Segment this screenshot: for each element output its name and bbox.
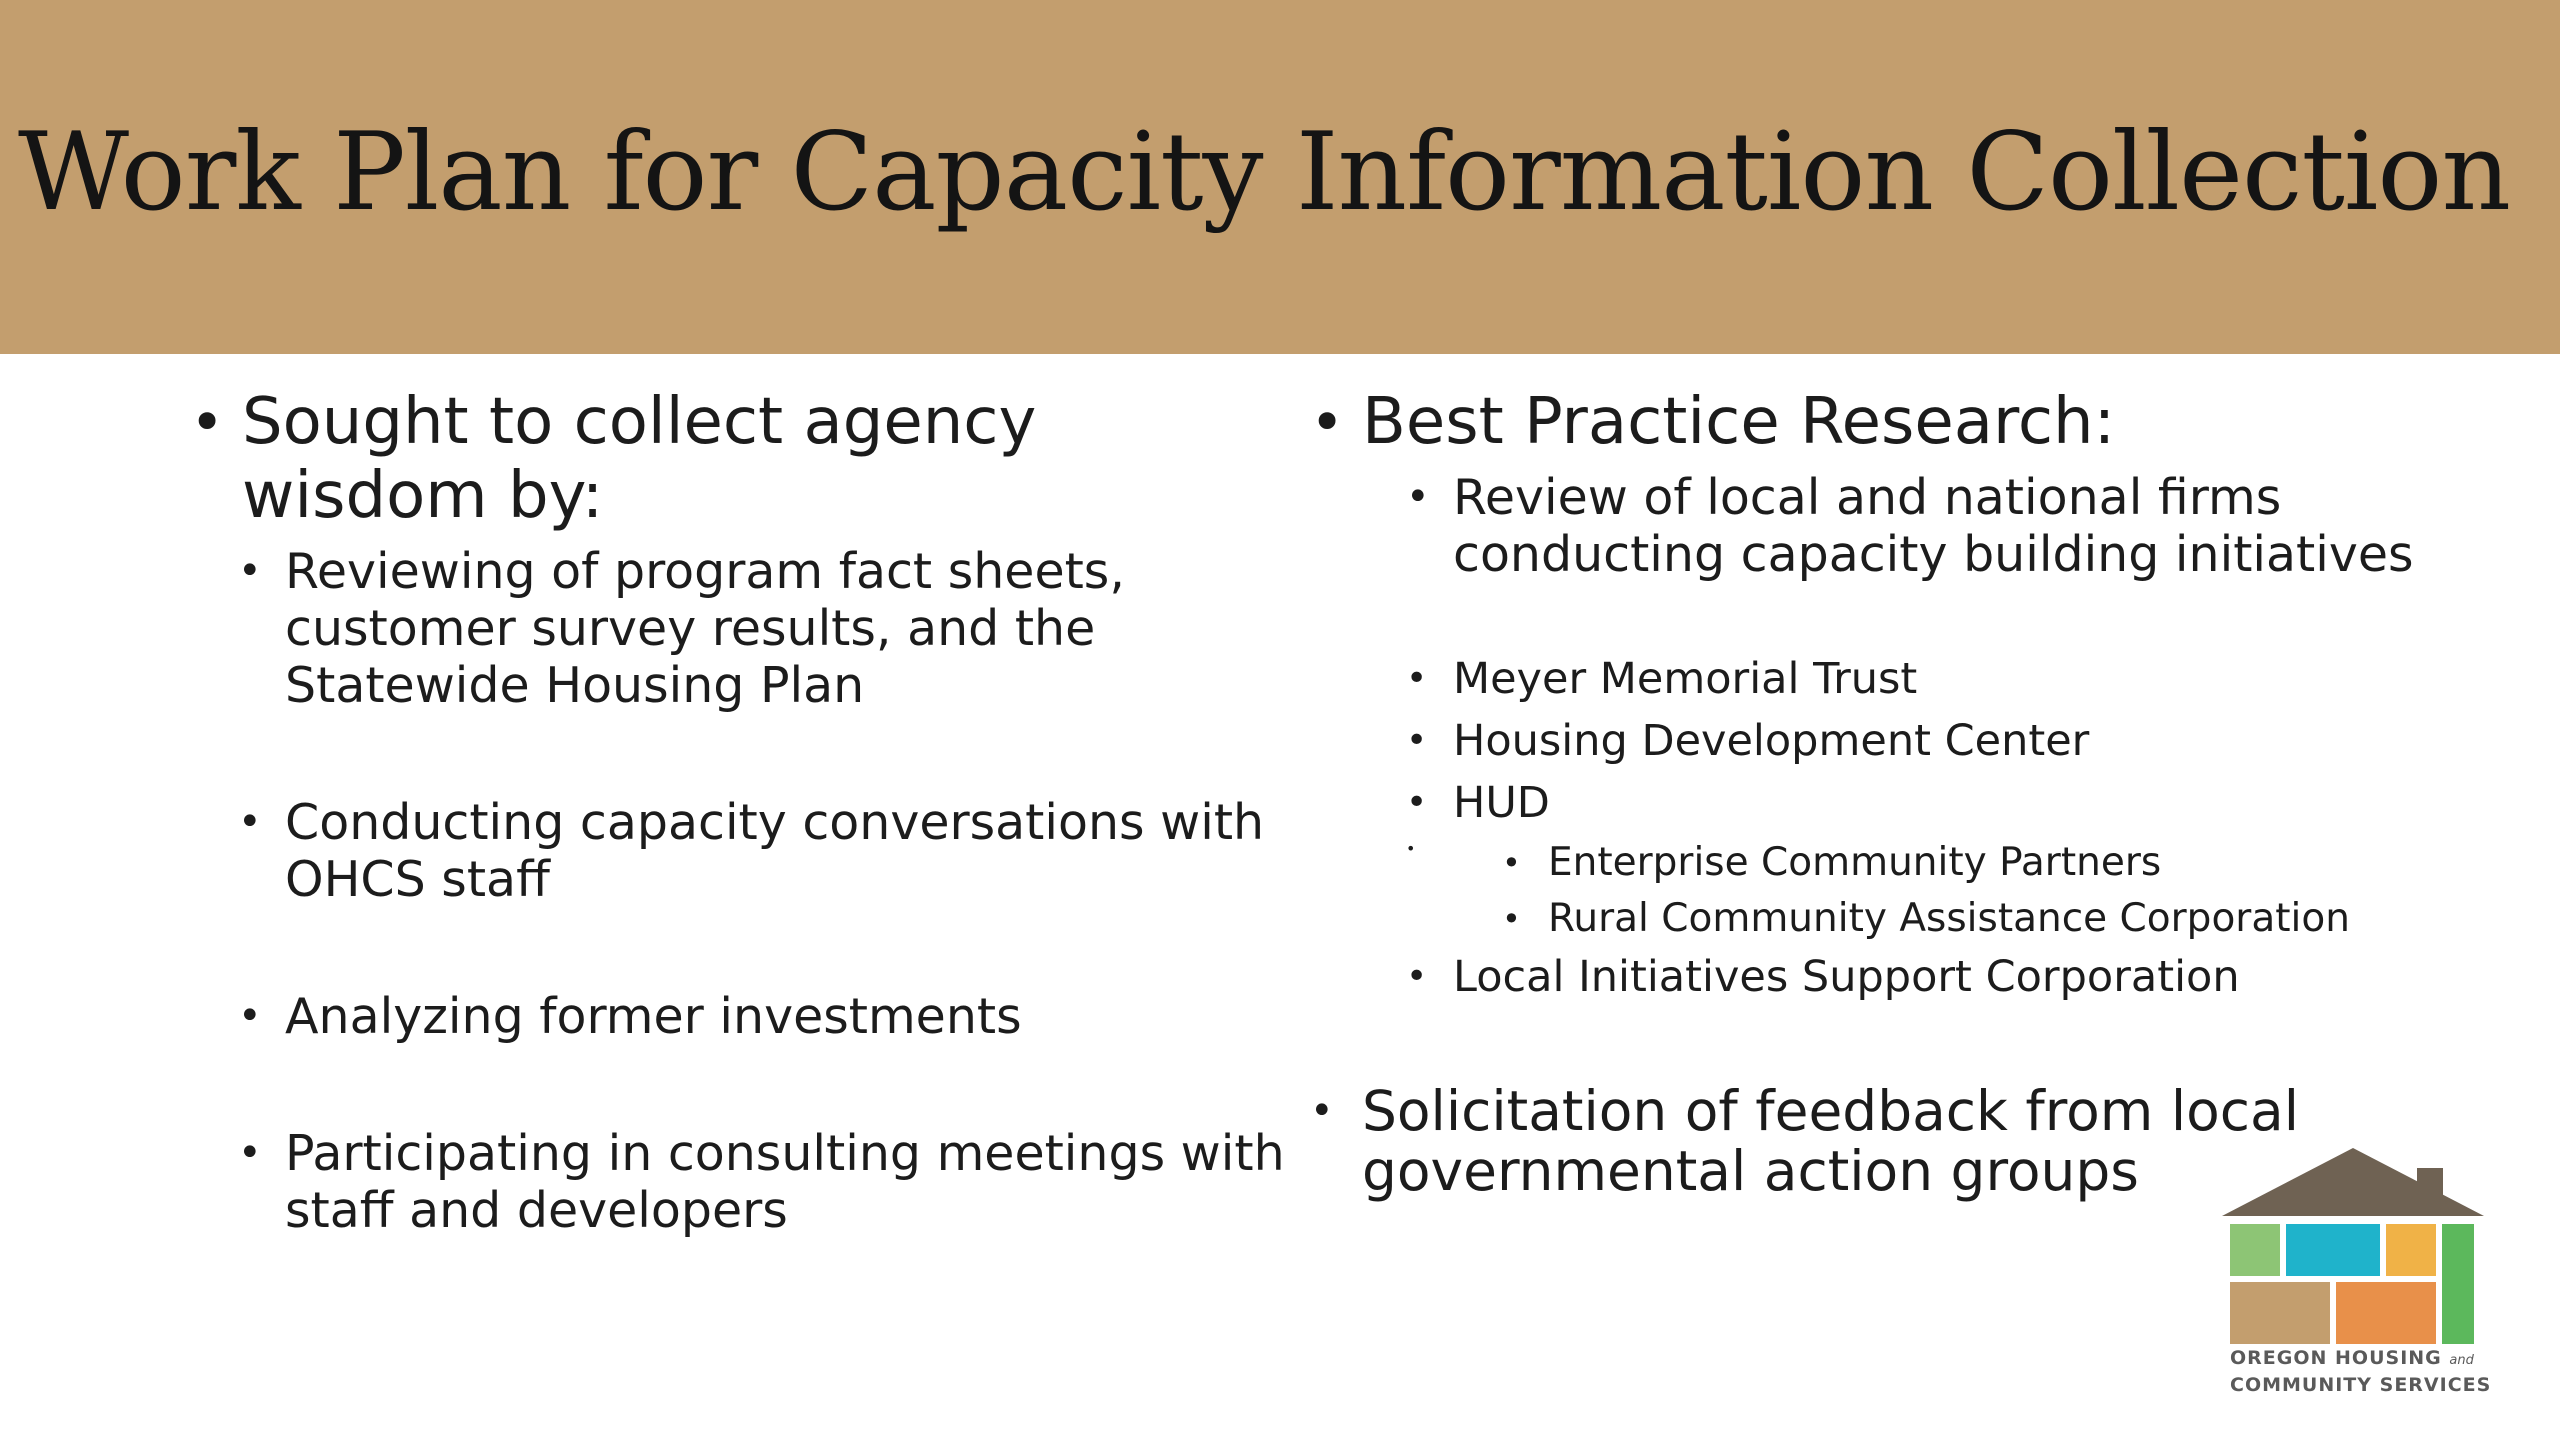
firm-item: • Meyer Memorial Trust — [1406, 653, 2530, 705]
logo-block — [2286, 1224, 2380, 1276]
logo-block — [2336, 1282, 2436, 1344]
logo-line-1: OREGON HOUSING and — [2230, 1347, 2474, 1369]
partner-item: • • Enterprise Community Partners — [1502, 839, 2530, 887]
left-column — [190, 385, 1290, 1239]
left-heading: • Sought to collect agency wisdom by: — [190, 385, 1290, 533]
firm-item: • Local Initiatives Support Corporation — [1406, 951, 2530, 1003]
firm-item: • Housing Development Center — [1406, 715, 2530, 767]
slide-title: Work Plan for Capacity Information Collection — [18, 110, 2510, 235]
logo-block — [2442, 1224, 2474, 1344]
title-band — [0, 0, 2560, 354]
logo-block — [2386, 1224, 2436, 1276]
roof-icon — [2222, 1148, 2484, 1216]
list-item: • Analyzing former investments — [238, 988, 1290, 1045]
hud-partners-wrapper — [1406, 839, 2530, 943]
right-column — [1310, 385, 2530, 1201]
second-heading: • Solicitation of feedback from local governmental action groups — [1310, 1081, 2530, 1201]
list-item: • Review of local and national firms conducting capacity building initiatives — [1406, 469, 2530, 583]
list-item: • Participating in consulting meetings with staff and developers — [238, 1125, 1290, 1239]
firm-item: • HUD — [1406, 777, 2530, 829]
list-item: • Conducting capacity conversations with OHCS staff — [238, 794, 1290, 908]
chimney-icon — [2417, 1168, 2443, 1204]
hud-partners-list — [1502, 839, 2530, 943]
firms-list — [1406, 653, 2530, 1003]
logo-block — [2230, 1282, 2330, 1344]
right-heading: • Best Practice Research: — [1310, 385, 2530, 459]
right-sub-list — [1406, 469, 2530, 583]
logo-block — [2230, 1224, 2280, 1276]
left-items-list — [238, 543, 1290, 1239]
logo-text — [2230, 1346, 2491, 1397]
list-item: • Reviewing of program fact sheets, customer survey results, and the Statewide Housing Plan — [238, 543, 1290, 714]
logo-line-2: COMMUNITY SERVICES — [2230, 1374, 2492, 1396]
partner-item: • Rural Community Assistance Corporation — [1502, 895, 2530, 943]
